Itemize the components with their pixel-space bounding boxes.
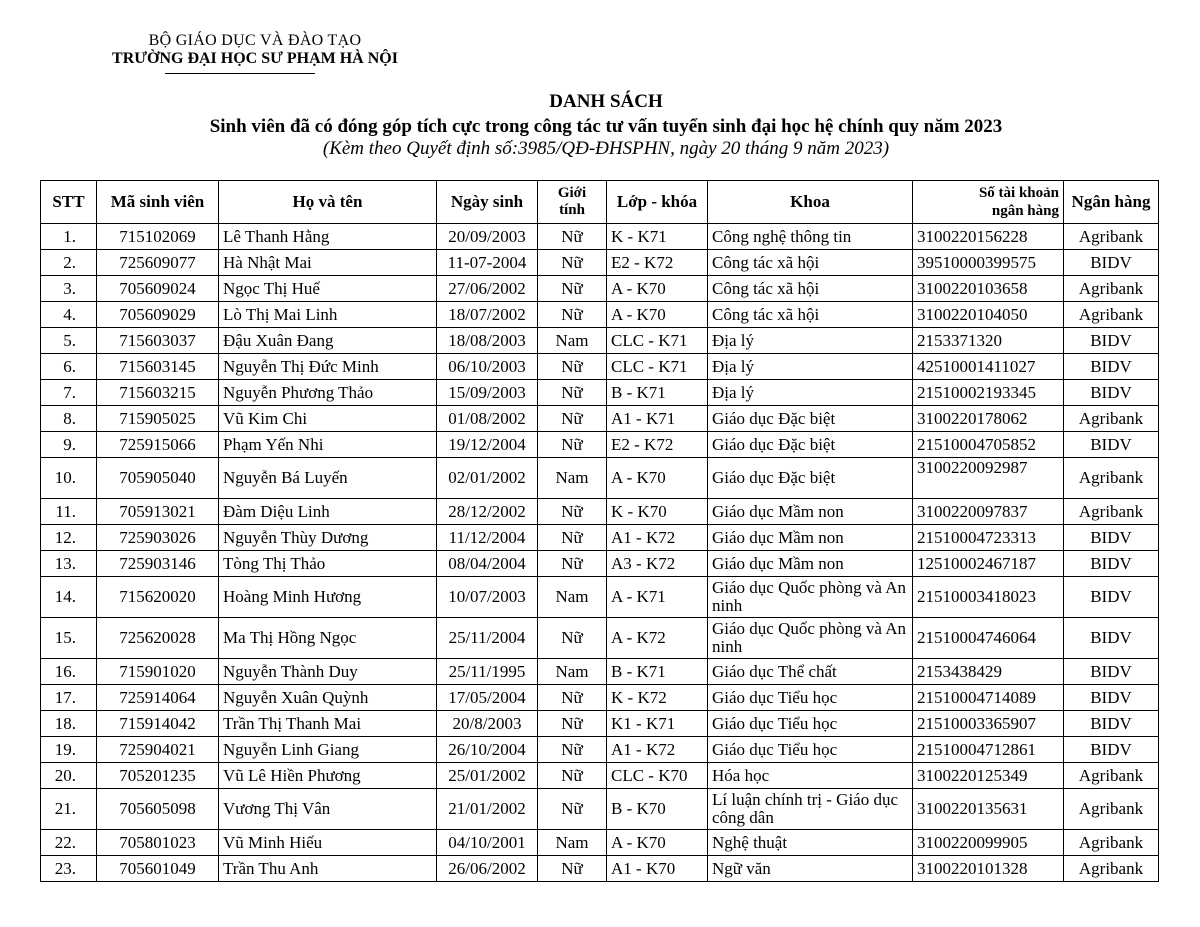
ministry-name: BỘ GIÁO DỤC VÀ ĐÀO TẠO xyxy=(148,32,362,49)
cell-stt: 14. xyxy=(41,577,97,618)
cell-faculty: Công tác xã hội xyxy=(708,276,913,302)
cell-full-name: Đàm Diệu Linh xyxy=(219,499,437,525)
table-row xyxy=(41,302,1159,328)
cell-bank: Agribank xyxy=(1064,499,1159,525)
cell-stt: 22. xyxy=(41,830,97,856)
cell-full-name: Nguyễn Xuân Quỳnh xyxy=(219,685,437,711)
cell-gender: Nữ xyxy=(538,685,607,711)
cell-bank: Agribank xyxy=(1064,830,1159,856)
cell-class: A - K70 xyxy=(607,302,708,328)
cell-faculty: Giáo dục Đặc biệt xyxy=(708,406,913,432)
cell-faculty: Địa lý xyxy=(708,328,913,354)
cell-dob: 06/10/2003 xyxy=(437,354,538,380)
table-header-row xyxy=(41,181,1159,224)
cell-full-name: Nguyễn Linh Giang xyxy=(219,737,437,763)
cell-full-name: Trần Thu Anh xyxy=(219,856,437,882)
cell-class: K - K71 xyxy=(607,224,708,250)
header-gender-line2: tính xyxy=(559,202,585,218)
cell-full-name: Phạm Yến Nhi xyxy=(219,432,437,458)
cell-faculty: Giáo dục Đặc biệt xyxy=(708,458,913,499)
cell-stt: 1. xyxy=(41,224,97,250)
header-student-id: Mã sinh viên xyxy=(97,181,219,224)
cell-account: 21510003418023 xyxy=(913,577,1064,618)
header-faculty: Khoa xyxy=(708,181,913,224)
cell-stt: 6. xyxy=(41,354,97,380)
cell-gender: Nữ xyxy=(538,551,607,577)
header-gender-line1: Giới xyxy=(557,185,587,201)
cell-student-id: 715914042 xyxy=(97,711,219,737)
cell-bank: BIDV xyxy=(1064,737,1159,763)
cell-full-name: Vũ Kim Chi xyxy=(219,406,437,432)
table-row xyxy=(41,763,1159,789)
cell-dob: 11-07-2004 xyxy=(437,250,538,276)
cell-student-id: 705609029 xyxy=(97,302,219,328)
cell-faculty: Công tác xã hội xyxy=(708,250,913,276)
cell-class: A - K70 xyxy=(607,458,708,499)
cell-full-name: Nguyễn Bá Luyến xyxy=(219,458,437,499)
cell-account: 21510004746064 xyxy=(913,618,1064,659)
header-stt: STT xyxy=(41,181,97,224)
cell-gender: Nữ xyxy=(538,302,607,328)
cell-full-name: Vũ Minh Hiếu xyxy=(219,830,437,856)
cell-dob: 10/07/2003 xyxy=(437,577,538,618)
cell-student-id: 705609024 xyxy=(97,276,219,302)
cell-bank: BIDV xyxy=(1064,711,1159,737)
cell-gender: Nữ xyxy=(538,618,607,659)
cell-bank: Agribank xyxy=(1064,276,1159,302)
cell-full-name: Nguyễn Thành Duy xyxy=(219,659,437,685)
cell-class: A - K70 xyxy=(607,830,708,856)
cell-full-name: Nguyễn Thùy Dương xyxy=(219,525,437,551)
cell-bank: BIDV xyxy=(1064,354,1159,380)
cell-account: 3100220103658 xyxy=(913,276,1064,302)
cell-full-name: Trần Thị Thanh Mai xyxy=(219,711,437,737)
cell-account: 3100220178062 xyxy=(913,406,1064,432)
cell-class: A1 - K70 xyxy=(607,856,708,882)
cell-account: 42510001411027 xyxy=(913,354,1064,380)
cell-bank: Agribank xyxy=(1064,856,1159,882)
student-list-table xyxy=(40,180,1159,882)
cell-dob: 25/11/2004 xyxy=(437,618,538,659)
cell-gender: Nữ xyxy=(538,789,607,830)
cell-stt: 19. xyxy=(41,737,97,763)
cell-dob: 28/12/2002 xyxy=(437,499,538,525)
cell-account: 21510003365907 xyxy=(913,711,1064,737)
cell-class: E2 - K72 xyxy=(607,250,708,276)
table-row xyxy=(41,685,1159,711)
cell-stt: 11. xyxy=(41,499,97,525)
table-row xyxy=(41,499,1159,525)
cell-account: 39510000399575 xyxy=(913,250,1064,276)
cell-class: A - K70 xyxy=(607,276,708,302)
cell-account: 2153371320 xyxy=(913,328,1064,354)
header-gender xyxy=(538,181,607,224)
cell-stt: 3. xyxy=(41,276,97,302)
cell-bank: BIDV xyxy=(1064,250,1159,276)
cell-account: 3100220104050 xyxy=(913,302,1064,328)
cell-faculty: Công tác xã hội xyxy=(708,302,913,328)
cell-stt: 8. xyxy=(41,406,97,432)
cell-class: A1 - K71 xyxy=(607,406,708,432)
cell-faculty: Công nghệ thông tin xyxy=(708,224,913,250)
cell-account: 3100220101328 xyxy=(913,856,1064,882)
cell-class: A3 - K72 xyxy=(607,551,708,577)
cell-bank: BIDV xyxy=(1064,380,1159,406)
cell-class: K - K70 xyxy=(607,499,708,525)
cell-bank: Agribank xyxy=(1064,763,1159,789)
cell-faculty: Giáo dục Mầm non xyxy=(708,499,913,525)
cell-stt: 17. xyxy=(41,685,97,711)
cell-bank: BIDV xyxy=(1064,618,1159,659)
cell-student-id: 705905040 xyxy=(97,458,219,499)
cell-stt: 18. xyxy=(41,711,97,737)
cell-class: CLC - K71 xyxy=(607,354,708,380)
cell-faculty: Giáo dục Quốc phòng và An ninh xyxy=(708,577,913,618)
table-row xyxy=(41,618,1159,659)
header-account-line2: ngân hàng xyxy=(991,203,1059,219)
cell-account: 3100220099905 xyxy=(913,830,1064,856)
cell-full-name: Nguyễn Phương Thảo xyxy=(219,380,437,406)
table-row xyxy=(41,380,1159,406)
table-row xyxy=(41,659,1159,685)
cell-student-id: 725915066 xyxy=(97,432,219,458)
cell-gender: Nữ xyxy=(538,250,607,276)
cell-full-name: Ma Thị Hồng Ngọc xyxy=(219,618,437,659)
cell-class: K - K72 xyxy=(607,685,708,711)
cell-stt: 21. xyxy=(41,789,97,830)
cell-faculty: Địa lý xyxy=(708,354,913,380)
cell-student-id: 725914064 xyxy=(97,685,219,711)
cell-class: B - K71 xyxy=(607,659,708,685)
cell-bank: Agribank xyxy=(1064,789,1159,830)
cell-account: 21510004712861 xyxy=(913,737,1064,763)
cell-stt: 7. xyxy=(41,380,97,406)
table-row xyxy=(41,276,1159,302)
cell-bank: Agribank xyxy=(1064,458,1159,499)
cell-dob: 25/11/1995 xyxy=(437,659,538,685)
cell-full-name: Lò Thị Mai Linh xyxy=(219,302,437,328)
cell-student-id: 705601049 xyxy=(97,856,219,882)
cell-dob: 11/12/2004 xyxy=(437,525,538,551)
cell-stt: 2. xyxy=(41,250,97,276)
cell-bank: BIDV xyxy=(1064,525,1159,551)
table-row xyxy=(41,856,1159,882)
table-row xyxy=(41,354,1159,380)
cell-gender: Nữ xyxy=(538,276,607,302)
cell-faculty: Nghệ thuật xyxy=(708,830,913,856)
table-row xyxy=(41,711,1159,737)
cell-dob: 21/01/2002 xyxy=(437,789,538,830)
cell-student-id: 705913021 xyxy=(97,499,219,525)
cell-gender: Nữ xyxy=(538,737,607,763)
cell-account: 2153438429 xyxy=(913,659,1064,685)
document-title: DANH SÁCH xyxy=(549,91,663,112)
cell-dob: 20/09/2003 xyxy=(437,224,538,250)
cell-stt: 4. xyxy=(41,302,97,328)
cell-bank: BIDV xyxy=(1064,432,1159,458)
cell-dob: 15/09/2003 xyxy=(437,380,538,406)
cell-gender: Nữ xyxy=(538,525,607,551)
table-row xyxy=(41,328,1159,354)
cell-bank: BIDV xyxy=(1064,577,1159,618)
cell-student-id: 725904021 xyxy=(97,737,219,763)
cell-dob: 26/10/2004 xyxy=(437,737,538,763)
cell-class: A1 - K72 xyxy=(607,737,708,763)
cell-gender: Nam xyxy=(538,328,607,354)
cell-class: A1 - K72 xyxy=(607,525,708,551)
cell-dob: 17/05/2004 xyxy=(437,685,538,711)
cell-student-id: 725620028 xyxy=(97,618,219,659)
cell-account: 21510004705852 xyxy=(913,432,1064,458)
cell-account: 21510004723313 xyxy=(913,525,1064,551)
table-row xyxy=(41,789,1159,830)
cell-gender: Nữ xyxy=(538,763,607,789)
header-full-name: Họ và tên xyxy=(219,181,437,224)
cell-bank: BIDV xyxy=(1064,659,1159,685)
cell-account: 21510002193345 xyxy=(913,380,1064,406)
cell-dob: 25/01/2002 xyxy=(437,763,538,789)
cell-account: 21510004714089 xyxy=(913,685,1064,711)
cell-bank: BIDV xyxy=(1064,328,1159,354)
header-underline xyxy=(165,73,315,74)
cell-class: B - K71 xyxy=(607,380,708,406)
cell-student-id: 705201235 xyxy=(97,763,219,789)
cell-gender: Nam xyxy=(538,659,607,685)
cell-gender: Nữ xyxy=(538,432,607,458)
cell-dob: 20/8/2003 xyxy=(437,711,538,737)
cell-student-id: 725903146 xyxy=(97,551,219,577)
header-account-line1: Số tài khoản xyxy=(978,185,1059,201)
cell-account: 3100220125349 xyxy=(913,763,1064,789)
cell-full-name: Hà Nhật Mai xyxy=(219,250,437,276)
cell-stt: 10. xyxy=(41,458,97,499)
cell-stt: 12. xyxy=(41,525,97,551)
cell-student-id: 715905025 xyxy=(97,406,219,432)
cell-dob: 18/07/2002 xyxy=(437,302,538,328)
cell-student-id: 715901020 xyxy=(97,659,219,685)
cell-student-id: 715603215 xyxy=(97,380,219,406)
cell-dob: 27/06/2002 xyxy=(437,276,538,302)
cell-gender: Nữ xyxy=(538,354,607,380)
table-row xyxy=(41,432,1159,458)
cell-student-id: 705801023 xyxy=(97,830,219,856)
cell-gender: Nam xyxy=(538,830,607,856)
cell-stt: 9. xyxy=(41,432,97,458)
cell-account: 3100220097837 xyxy=(913,499,1064,525)
cell-full-name: Lê Thanh Hằng xyxy=(219,224,437,250)
cell-faculty: Giáo dục Tiểu học xyxy=(708,737,913,763)
cell-faculty: Giáo dục Quốc phòng và An ninh xyxy=(708,618,913,659)
cell-gender: Nữ xyxy=(538,380,607,406)
table-row xyxy=(41,406,1159,432)
cell-class: E2 - K72 xyxy=(607,432,708,458)
cell-class: CLC - K71 xyxy=(607,328,708,354)
cell-class: A - K71 xyxy=(607,577,708,618)
cell-gender: Nam xyxy=(538,458,607,499)
cell-student-id: 715603037 xyxy=(97,328,219,354)
cell-full-name: Vũ Lê Hiền Phương xyxy=(219,763,437,789)
header-class: Lớp - khóa xyxy=(607,181,708,224)
cell-class: B - K70 xyxy=(607,789,708,830)
cell-bank: Agribank xyxy=(1064,302,1159,328)
cell-student-id: 725903026 xyxy=(97,525,219,551)
cell-faculty: Giáo dục Đặc biệt xyxy=(708,432,913,458)
cell-full-name: Vương Thị Vân xyxy=(219,789,437,830)
table-row xyxy=(41,250,1159,276)
cell-class: A - K72 xyxy=(607,618,708,659)
cell-dob: 02/01/2002 xyxy=(437,458,538,499)
university-name: TRƯỜNG ĐẠI HỌC SƯ PHẠM HÀ NỘI xyxy=(112,50,398,67)
header-account xyxy=(913,181,1064,224)
cell-class: K1 - K71 xyxy=(607,711,708,737)
cell-student-id: 715102069 xyxy=(97,224,219,250)
cell-faculty: Giáo dục Tiểu học xyxy=(708,685,913,711)
cell-faculty: Hóa học xyxy=(708,763,913,789)
cell-gender: Nữ xyxy=(538,856,607,882)
cell-gender: Nữ xyxy=(538,711,607,737)
cell-class: CLC - K70 xyxy=(607,763,708,789)
decision-reference: (Kèm theo Quyết định số:3985/QĐ-ĐHSPHN, ngày 20 tháng 9 năm 2023) xyxy=(322,138,890,159)
cell-dob: 01/08/2002 xyxy=(437,406,538,432)
cell-student-id: 725609077 xyxy=(97,250,219,276)
cell-faculty: Giáo dục Mầm non xyxy=(708,525,913,551)
cell-faculty: Ngữ văn xyxy=(708,856,913,882)
cell-student-id: 705605098 xyxy=(97,789,219,830)
table-row xyxy=(41,737,1159,763)
document-subtitle: Sinh viên đã có đóng góp tích cực trong công tác tư vấn tuyển sinh đại học hệ chính quy năm 2023 xyxy=(209,116,1003,137)
cell-bank: BIDV xyxy=(1064,685,1159,711)
cell-stt: 5. xyxy=(41,328,97,354)
cell-full-name: Hoàng Minh Hương xyxy=(219,577,437,618)
cell-faculty: Giáo dục Thể chất xyxy=(708,659,913,685)
cell-stt: 16. xyxy=(41,659,97,685)
cell-faculty: Địa lý xyxy=(708,380,913,406)
cell-gender: Nữ xyxy=(538,224,607,250)
cell-account: 3100220092987 xyxy=(913,458,1064,499)
cell-bank: Agribank xyxy=(1064,406,1159,432)
cell-stt: 23. xyxy=(41,856,97,882)
cell-full-name: Ngọc Thị Huế xyxy=(219,276,437,302)
cell-account: 3100220156228 xyxy=(913,224,1064,250)
cell-account: 3100220135631 xyxy=(913,789,1064,830)
cell-faculty: Giáo dục Tiểu học xyxy=(708,711,913,737)
cell-full-name: Tòng Thị Thảo xyxy=(219,551,437,577)
header-bank: Ngân hàng xyxy=(1064,181,1159,224)
cell-faculty: Giáo dục Mầm non xyxy=(708,551,913,577)
cell-student-id: 715620020 xyxy=(97,577,219,618)
cell-dob: 08/04/2004 xyxy=(437,551,538,577)
cell-stt: 20. xyxy=(41,763,97,789)
cell-gender: Nữ xyxy=(538,499,607,525)
cell-bank: Agribank xyxy=(1064,224,1159,250)
cell-dob: 19/12/2004 xyxy=(437,432,538,458)
cell-full-name: Nguyễn Thị Đức Minh xyxy=(219,354,437,380)
cell-gender: Nữ xyxy=(538,406,607,432)
table-row xyxy=(41,830,1159,856)
cell-dob: 04/10/2001 xyxy=(437,830,538,856)
cell-bank: BIDV xyxy=(1064,551,1159,577)
table-row xyxy=(41,551,1159,577)
table-row xyxy=(41,525,1159,551)
table-row xyxy=(41,577,1159,618)
cell-full-name: Đậu Xuân Đang xyxy=(219,328,437,354)
cell-stt: 13. xyxy=(41,551,97,577)
cell-gender: Nam xyxy=(538,577,607,618)
table-row xyxy=(41,224,1159,250)
cell-stt: 15. xyxy=(41,618,97,659)
cell-faculty: Lí luận chính trị - Giáo dục công dân xyxy=(708,789,913,830)
header-dob: Ngày sinh xyxy=(437,181,538,224)
cell-account: 12510002467187 xyxy=(913,551,1064,577)
cell-dob: 18/08/2003 xyxy=(437,328,538,354)
cell-dob: 26/06/2002 xyxy=(437,856,538,882)
table-row xyxy=(41,458,1159,499)
cell-student-id: 715603145 xyxy=(97,354,219,380)
